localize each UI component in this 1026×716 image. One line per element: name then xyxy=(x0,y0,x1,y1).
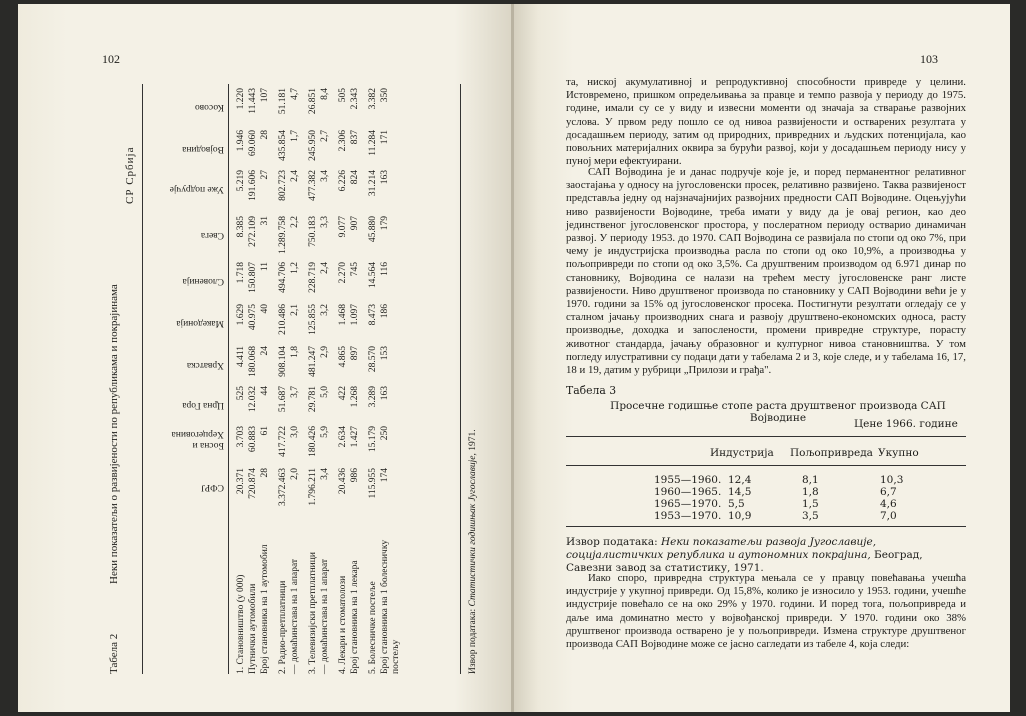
table-2-cell: 28 xyxy=(260,468,270,478)
table-2-cell: 897 xyxy=(350,346,360,361)
table-2-cell: 40.975 xyxy=(248,304,258,331)
table-2-cell: 31 xyxy=(260,216,270,226)
table-2-cell: 802.723 xyxy=(278,170,288,201)
table-2-cell: 180.426 xyxy=(308,426,318,457)
table-3-bottom-rule xyxy=(566,526,966,527)
table-2-cell: 163 xyxy=(380,386,390,401)
table-2-cell: 44 xyxy=(260,386,270,396)
table-2-cell: 4.411 xyxy=(236,346,246,368)
table-2-cell: 5.219 xyxy=(236,170,246,192)
group-header-srbija: СР Србија xyxy=(124,146,136,204)
page-number-right: 103 xyxy=(920,52,938,66)
table-2-cell: 525 xyxy=(236,386,246,401)
table-2-column-header: СФРЈ xyxy=(201,482,224,492)
table-2-cell: 14.564 xyxy=(368,262,378,289)
table-2-cell: 435.854 xyxy=(278,130,288,161)
table-2-column-header: Словенија xyxy=(182,276,224,286)
table-2-cell: 837 xyxy=(350,130,360,145)
table-3-cell: 10,3 xyxy=(880,474,904,486)
table-2-cell: 51.181 xyxy=(278,88,288,115)
table-3-cell: 3,5 xyxy=(802,510,819,522)
table-3-title: Просечне годишње стопе раста друштвеног производа САП Војводине xyxy=(610,400,946,424)
rotated-table-2 xyxy=(88,84,488,674)
table-2-cell: 179 xyxy=(380,216,390,231)
table-2-cell: 51.687 xyxy=(278,386,288,413)
table-3-cell: 1,8 xyxy=(802,486,819,498)
table-2-cell: 3,7 xyxy=(290,386,300,398)
table-2-cell: 11.284 xyxy=(368,130,378,156)
table-2-cell: 150.807 xyxy=(248,262,258,293)
table-2-cell: 1.629 xyxy=(236,304,246,326)
right-page xyxy=(514,4,1010,712)
table-2-cell: 171 xyxy=(380,130,390,145)
paragraph-2: САП Војводина је и данас подручје које је, и поред перманентног релативног заостајања у односу на југословенски просек, релативно развијено. Таква развијеност представља једну од најзначајнијих развојних предности САП Војводине. Оцењујући ниво развијености Војводине, треба имати у виду да је овај регион, као део јединственог југословенског простора, у послератном периоду остварио динамичан развој. У периоду 1953. до 1970. САП Војводина се развијала по стопи од око 7%, при чему је индустријска производња расла по стопи од око 10,9%, а производња у пољопривреди по стопи од око 3,5%. Са друштвеним производом од 6.971 динар по становнику, Војводина се налази на трећем месту југословенске ранг листе развијености. Ниво друштвеног производа по становнику у САП Војводини већи је у 1970. години за 15% од југословенског просека. Постигнути резултати огледају се у сталном јачању производних снага и развоју друштвено-економских односа, расту производње, доходка и запослености, промени привредне структуре, порасту животног стандарда, јачању образовног и културног нивоа становништва. У том погледу илустративни су подаци дати у табелама 2 и 3, које следе, и у табелама 16, 17, 18 и 19, датим у рубрици „Прилози и грађа". xyxy=(566,166,966,377)
table-2-cell: 26.851 xyxy=(308,88,318,115)
table-3-cell: 14,5 xyxy=(728,486,752,498)
table-2-column-header: Македонија xyxy=(176,318,224,328)
table-2-row-label: Број становника на 1 болесничку постељу xyxy=(380,539,401,674)
table-2-source: Извор података: Статистички годишњак Југославије, 1971. xyxy=(468,429,478,674)
table-2-cell: 4.865 xyxy=(338,346,348,368)
table-2-cell: 40 xyxy=(260,304,270,314)
table-2-cell: 3.372.463 xyxy=(278,468,288,506)
table-2-cell: 45.880 xyxy=(368,216,378,243)
table-2-cell: 2.270 xyxy=(338,262,348,284)
table-2-row-label: 3. Телевизијски претплатници xyxy=(308,552,318,674)
table-2-cell: 107 xyxy=(260,88,270,103)
table-3-col-total: Укупно xyxy=(878,447,919,459)
table-2-cell: 907 xyxy=(350,216,360,231)
table-2-cell: 12.032 xyxy=(248,386,258,413)
table-2-column-header: Хрватска xyxy=(186,360,224,370)
table-2-cell: 245.950 xyxy=(308,130,318,161)
table-2-cell: 3.289 xyxy=(368,386,378,408)
table-2-row-label: — домаћинстава на 1 апарат xyxy=(320,558,330,674)
table-2-top-rule xyxy=(142,84,143,674)
table-2-cell: 180.068 xyxy=(248,346,258,377)
table-2-cell: 417.722 xyxy=(278,426,288,457)
table-2-cell: 3,2 xyxy=(320,304,330,316)
table-2-cell: 986 xyxy=(350,468,360,483)
table-3-period: 1953—1970. xyxy=(654,510,722,522)
table-2-cell: 272.109 xyxy=(248,216,258,247)
table-2-cell: 115.955 xyxy=(368,468,378,499)
table-2-cell: 422 xyxy=(338,386,348,401)
table-2-cell: 745 xyxy=(350,262,360,277)
table-2-cell: 2,7 xyxy=(320,130,330,142)
table-2-cell: 9.077 xyxy=(338,216,348,238)
left-page xyxy=(18,4,514,712)
table-2-cell: 2,4 xyxy=(320,262,330,274)
table-2-cell: 3,4 xyxy=(320,170,330,182)
table-2-cell: 1,8 xyxy=(290,346,300,358)
table-2-row-label: 2. Радио-претплатници xyxy=(278,580,288,674)
table-2-cell: 3,3 xyxy=(320,216,330,228)
table-2-row-label: 1. Становништво (у 000) xyxy=(236,574,246,674)
table-2-title: Неки показатељи о развијености по републикама и покрајинама xyxy=(108,284,120,584)
table-2-cell: 1.946 xyxy=(236,130,246,152)
page-number-left: 102 xyxy=(102,52,120,66)
table-3-label: Табела 3 xyxy=(566,384,617,397)
table-3-cell: 5,5 xyxy=(728,498,745,510)
table-2-row-label: 4. Лекари и стоматолози xyxy=(338,575,348,674)
table-3-period: 1955—1960. xyxy=(654,474,722,486)
table-3-cell: 8,1 xyxy=(802,474,819,486)
table-2-cell: 4,7 xyxy=(290,88,300,100)
table-2-cell: 20.436 xyxy=(338,468,348,495)
table-2-cell: 494.706 xyxy=(278,262,288,293)
table-2-cell: 210.486 xyxy=(278,304,288,335)
table-3-price-note: Цене 1966. године xyxy=(854,418,958,430)
table-2-row-label: Број становника на 1 лекара xyxy=(350,560,360,674)
table-2-cell: 20.371 xyxy=(236,468,246,495)
paragraph-1: та, ниској акумулативној и репродуктивној способности привреде у целини. Истовремено, пришком опредељивања за правце и темпо развоја у периоду до 1975. године, имали су се у виду и извесни моменти од значаја за стварање развојних услова. У првом реду пошло се од нивоа развијености и остварених резултата у досадашњем периоду, затим од природних, привредних и људских потенцијала, као повољних материјалних оквира за бурући развој, који у досадашњем периоду нису у пуној мери ефектуирани. xyxy=(566,76,966,168)
table-2-cell: 28.570 xyxy=(368,346,378,373)
table-2-cell: 153 xyxy=(380,346,390,361)
table-3-period: 1960—1965. xyxy=(654,486,722,498)
table-2-cell: 6.226 xyxy=(338,170,348,192)
table-2-cell: 2.634 xyxy=(338,426,348,448)
table-2-row-label: — домаћинстава на 1 апарат xyxy=(290,558,300,674)
table-2-cell: 1,7 xyxy=(290,130,300,142)
table-3-cell: 1,5 xyxy=(802,498,819,510)
table-2-label: Табела 2 xyxy=(108,633,120,674)
table-2-cell: 2,0 xyxy=(290,468,300,480)
table-2-cell: 1,2 xyxy=(290,262,300,274)
table-2-cell: 228.719 xyxy=(308,262,318,293)
table-2-cell: 163 xyxy=(380,170,390,185)
table-2-cell: 116 xyxy=(380,262,390,276)
table-3-cell: 12,4 xyxy=(728,474,752,486)
table-2-cell: 1.718 xyxy=(236,262,246,284)
table-2-cell: 750.183 xyxy=(308,216,318,247)
table-2-cell: 28 xyxy=(260,130,270,140)
table-2-cell: 174 xyxy=(380,468,390,483)
table-2-cell: 11.443 xyxy=(248,88,258,114)
table-2-cell: 125.855 xyxy=(308,304,318,335)
table-2-cell: 824 xyxy=(350,170,360,185)
table-2-cell: 60.883 xyxy=(248,426,258,453)
table-2-cell: 505 xyxy=(338,88,348,103)
table-2-cell: 2.306 xyxy=(338,130,348,152)
table-2-column-header: Свега xyxy=(200,230,224,240)
table-2-cell: 186 xyxy=(380,304,390,319)
table-2-cell: 1.220 xyxy=(236,88,246,110)
paragraph-3: Иако споро, привредна структура мењала се у правцу повећавања учешћа индустрије у укупној привреди. Од 15,8%, колико је износило у 1953. години, учешће индустрије повећало се на око 29% у 1970. години. И поред тога, пољопривреда и даље има доминатно место у војвођанској привреди. У 1970. години око 38% друштвеног производа остварено је у пољопривреди. Измена структуре друштвеног производа САП Војводине може се јасно сагледати из табеле 4, која следи: xyxy=(566,572,966,651)
table-2-cell: 1.427 xyxy=(350,426,360,448)
table-3-cell: 6,7 xyxy=(880,486,897,498)
table-3-cell: 4,6 xyxy=(880,498,897,510)
table-2-cell: 11 xyxy=(260,262,270,272)
table-2-cell: 24 xyxy=(260,346,270,356)
table-2-cell: 191.606 xyxy=(248,170,258,201)
table-2-cell: 3.703 xyxy=(236,426,246,448)
table-2-cell: 1.097 xyxy=(350,304,360,326)
table-2-cell: 1.268 xyxy=(350,386,360,408)
table-2-cell: 69.060 xyxy=(248,130,258,157)
table-2-cell: 61 xyxy=(260,426,270,436)
table-2-cell: 15.179 xyxy=(368,426,378,453)
table-2-cell: 8,4 xyxy=(320,88,330,100)
table-2-cell: 908.104 xyxy=(278,346,288,377)
table-2-column-header: Босна и Херцеговина xyxy=(171,429,224,450)
table-2-cell: 27 xyxy=(260,170,270,180)
table-2-cell: 8.385 xyxy=(236,216,246,238)
table-3-period: 1965—1970. xyxy=(654,498,722,510)
table-2-cell: 3,0 xyxy=(290,426,300,438)
table-3-cell: 10,9 xyxy=(728,510,752,522)
table-3-col-industry: Индустрија xyxy=(710,447,774,459)
table-3-header-rule xyxy=(566,465,966,466)
table-2-column-header: Црна Гора xyxy=(182,400,224,410)
table-2-column-header: Војводина xyxy=(182,144,224,154)
table-2-cell: 2,2 xyxy=(290,216,300,228)
table-2-row-label: 5. Болесничке постеље xyxy=(368,581,378,674)
table-3-col-agriculture: Пољопривреда xyxy=(790,447,873,459)
table-2-cell: 250 xyxy=(380,426,390,441)
table-2-cell: 350 xyxy=(380,88,390,103)
table-2-column-header: Уже подручје xyxy=(169,184,224,194)
table-2-cell: 481.247 xyxy=(308,346,318,377)
table-2-cell: 5,0 xyxy=(320,386,330,398)
table-2-cell: 2,1 xyxy=(290,304,300,316)
table-2-cell: 5,9 xyxy=(320,426,330,438)
table-2-header-rule xyxy=(228,84,229,674)
table-2-cell: 1.289.758 xyxy=(278,216,288,254)
table-2-row-label: Путнички аутомобили xyxy=(248,583,258,674)
table-3-top-rule xyxy=(566,436,966,437)
table-2-cell: 2,4 xyxy=(290,170,300,182)
table-2-cell: 8.473 xyxy=(368,304,378,326)
table-2-cell: 3,4 xyxy=(320,468,330,480)
table-2-cell: 720.874 xyxy=(248,468,258,499)
table-2-cell: 477.382 xyxy=(308,170,318,201)
table-2-cell: 1.468 xyxy=(338,304,348,326)
table-3-cell: 7,0 xyxy=(880,510,897,522)
table-2-column-header: Косово xyxy=(195,102,224,112)
table-2-cell: 3.382 xyxy=(368,88,378,110)
table-2-bottom-rule xyxy=(460,84,461,674)
table-2-cell: 1.796.211 xyxy=(308,468,318,506)
table-3-source: Извор података: Неки показатељи развоја Југославије, социјалистичких република и аутономних покрајина, Београд, Савезни завод за статистику, 1971. xyxy=(566,536,923,574)
table-2-row-label: Број становника на 1 аутомобил xyxy=(260,544,270,674)
table-2-cell: 29.781 xyxy=(308,386,318,413)
table-2-cell: 31.214 xyxy=(368,170,378,197)
table-2-cell: 2.343 xyxy=(350,88,360,110)
table-2-cell: 2,9 xyxy=(320,346,330,358)
